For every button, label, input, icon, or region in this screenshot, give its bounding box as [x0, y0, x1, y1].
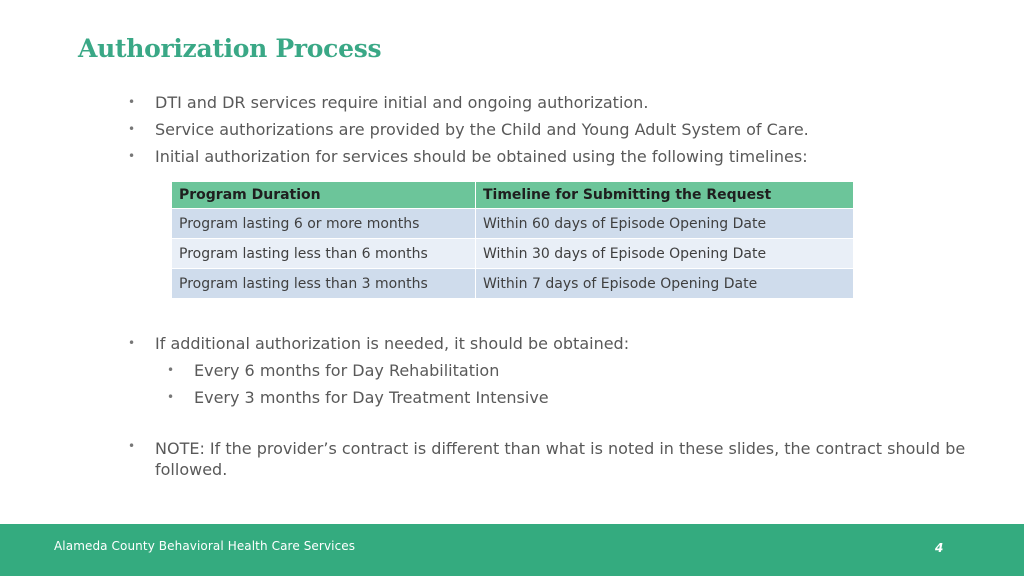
bullet-item: • DTI and DR services require initial and ongoing authorization. [128, 89, 928, 116]
table-row [172, 239, 854, 269]
sub-bullet-item: • Every 3 months for Day Treatment Intensive [128, 384, 948, 411]
table-cell: Within 7 days of Episode Opening Date [476, 269, 854, 299]
bullet-item: • Initial authorization for services should be obtained using the following timelines: [128, 143, 928, 170]
bullet-item: • Service authorizations are provided by the Child and Young Adult System of Care. [128, 116, 928, 143]
table-cell: Within 30 days of Episode Opening Date [476, 239, 854, 269]
table-cell: Program lasting less than 6 months [172, 239, 476, 269]
table-cell: Program lasting 6 or more months [172, 209, 476, 239]
table-row [172, 209, 854, 239]
column-header-timeline: Timeline for Submitting the Request [476, 182, 854, 209]
authorization-timeline-table [171, 181, 854, 299]
page-title: Authorization Process [78, 34, 382, 63]
note-section [128, 438, 968, 480]
column-header-program-duration: Program Duration [172, 182, 476, 209]
page-number: 4 [935, 541, 944, 555]
table-header-row [172, 182, 854, 209]
table-cell: Program lasting less than 3 months [172, 269, 476, 299]
note-bullet-list [128, 438, 968, 480]
intro-bullet-list [128, 89, 928, 170]
footer-organization-name: Alameda County Behavioral Health Care Services [54, 539, 356, 553]
additional-bullet-list [128, 330, 948, 411]
note-text: • NOTE: If the provider’s contract is different than what is noted in these slides, the contract should be followed. [128, 438, 968, 480]
sub-bullet-item: • Every 6 months for Day Rehabilitation [128, 357, 948, 384]
bullet-item: • If additional authorization is needed, it should be obtained: [128, 330, 948, 357]
footer-bar [0, 524, 1024, 576]
table-row [172, 269, 854, 299]
additional-authorization-section [128, 330, 948, 411]
table-cell: Within 60 days of Episode Opening Date [476, 209, 854, 239]
